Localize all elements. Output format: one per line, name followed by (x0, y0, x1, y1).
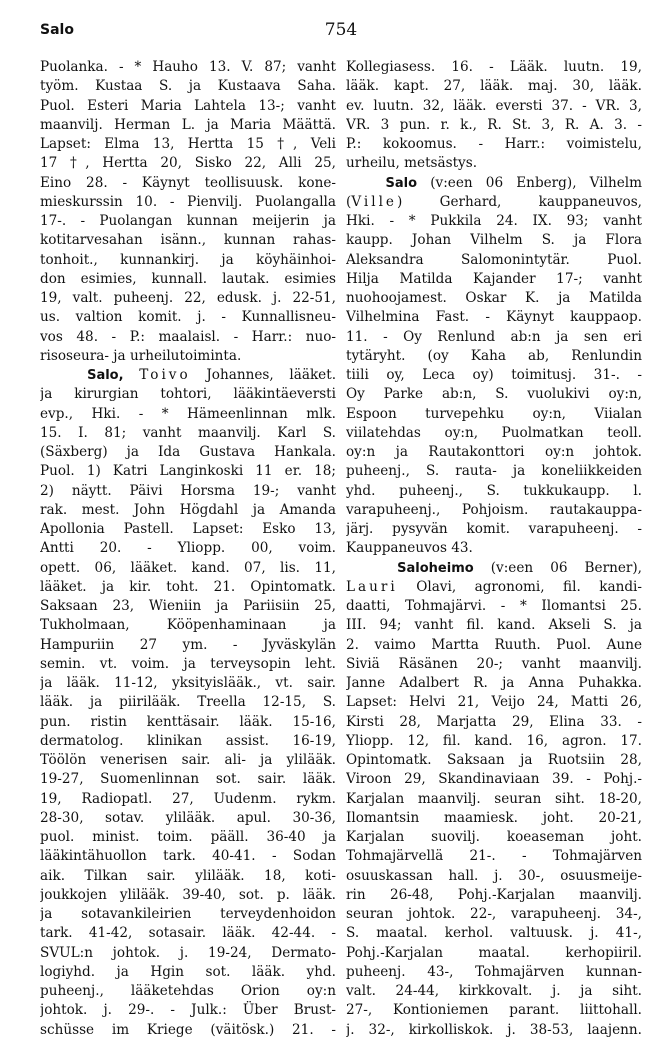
text-run: osuuskassan hall. j. 30-, osuusmeije- (346, 867, 642, 884)
text-run: schüsse im Kriege (väitösk.) 21. - (40, 1021, 336, 1038)
text-line (346, 1001, 642, 1020)
text-run: (v:een 06 Berner), (473, 559, 642, 576)
text-run: Tohmajärvellä 21-. - Tohmajärven (346, 848, 642, 865)
text-run: 19, Radiopatl. 27, Uudenm. rykm. (40, 790, 336, 807)
text-line (346, 597, 642, 616)
text-line (40, 77, 336, 96)
text-line (40, 770, 336, 789)
text-run: risoseura- ja urheilutoiminta. (40, 347, 242, 364)
text-run: rak. mest. John Högdahl ja Amanda (40, 501, 336, 518)
text-line (40, 616, 336, 635)
text-run: Hilja Matilda Kajander 17-; vanht (346, 270, 642, 287)
text-run: urheilu, metsästys. (346, 155, 478, 172)
text-line (346, 328, 642, 347)
text-run: 17 †, Hertta 20, Sisko 22, Alli 25, (40, 155, 336, 172)
text-line (40, 944, 336, 963)
page-header (40, 20, 642, 44)
text-run: viilatehdas oy:n, Puolmatkan teoll. (346, 424, 642, 441)
text-run: Janne Adalbert R. ja Anna Puhakka. (346, 675, 642, 691)
text-line (346, 674, 642, 693)
text-line (40, 405, 336, 424)
text-run: Ilomantsin maamiesk. joht. 20-21, (346, 809, 642, 826)
text-line (40, 597, 336, 616)
text-run: tytäryht. (oy Kaha ab, Renlundin (346, 347, 642, 364)
text-line (346, 770, 642, 789)
text-run: seuran johtok. 22-, varapuheenj. 34-, (346, 906, 642, 922)
text-line (40, 116, 336, 135)
text-run: ( (346, 193, 352, 210)
text-run: S. maatal. kerhol. valtuusk. j. 41-, (346, 925, 642, 942)
text-run: dermatolog. klinikan assist. 16-19, (40, 732, 336, 749)
text-line (346, 944, 642, 963)
text-line (346, 174, 642, 193)
text-line (346, 366, 642, 385)
text-line (40, 424, 336, 443)
text-run: Olavi, agronomi, fil. kandi- (397, 578, 642, 595)
text-run: puheenj., lääketehdas Orion oy:n (40, 983, 336, 999)
text-line (346, 482, 642, 501)
text-line (40, 1001, 336, 1020)
text-line (346, 193, 642, 212)
text-run: Johannes, lääket. (190, 367, 336, 383)
text-line (346, 886, 642, 905)
text-line (40, 366, 336, 385)
text-run: lääk. ja piirilääk. Treella 12-15, S. (40, 694, 336, 711)
text-line (40, 790, 336, 809)
text-line (40, 924, 336, 943)
text-line (40, 443, 336, 462)
text-run: logiyhd. ja Hgin sot. lääk. yhd. (40, 963, 336, 980)
text-line (346, 385, 642, 404)
text-run: Oy Parke ab:n, S. vuolukivi oy:n, (346, 386, 642, 403)
text-run: lääkintähuollon tark. 40-41. - Sodan (40, 848, 336, 865)
text-line (40, 289, 336, 308)
text-line (40, 58, 336, 77)
text-line (40, 231, 336, 250)
text-run: 2) näytt. Päivi Horsma 19-; vanht (40, 482, 336, 499)
text-run: Tukholmaan, Kööpenhaminaan ja (40, 617, 336, 634)
text-run: don esimies, kunnall. lautak. esimies (40, 270, 336, 287)
text-run: Opintomatk. Saksaan ja Ruotsiin 28, (346, 752, 642, 768)
text-run: pun. ristin kenttäsair. lääk. 15-16, (40, 713, 336, 730)
text-line (40, 328, 336, 347)
text-run: lääk. kapt. 27, lääk. maj. 30, lääk. (346, 78, 642, 95)
text-line (40, 97, 336, 116)
text-run: puol. minist. toim. pääll. 36-40 ja (40, 829, 336, 845)
text-run (124, 367, 140, 383)
text-run: ) Gerhard, kauppaneuvos, (396, 193, 642, 210)
text-run: Yliopp. 12, fil. kand. 16, agron. 17. (346, 732, 642, 749)
text-run: Espoon turvepehku oy:n, Viialan (346, 405, 642, 422)
text-line (40, 578, 336, 597)
text-run: Hampuriin 27 ym. - Jyväskylän (40, 636, 336, 653)
text-run: Apollonia Pastell. Lapset: Esko 13, (40, 521, 336, 537)
text-line (40, 462, 336, 481)
entry-given-name: Ville (351, 193, 397, 210)
text-line (40, 886, 336, 905)
text-run: j. 32-, kirkolliskok. j. 38-53, laajenn. (346, 1021, 642, 1038)
text-run: joukkojen ylilääk. 39-40, sot. p. lääk. (40, 886, 336, 903)
text-run: ja sotavankileirien terveydenhoidon (40, 906, 336, 922)
text-run: yhd. puheenj., S. tukkukaupp. l. (346, 482, 642, 499)
text-line (346, 77, 642, 96)
text-run: Puol. Esteri Maria Lahtela 13-; vanht (40, 97, 336, 114)
text-line (346, 732, 642, 751)
text-run: aik. Tilkan sair. ylilääk. 18, koti- (40, 867, 336, 884)
text-run: 19-27, Suomenlinnan sot. sair. lääk. (40, 771, 336, 788)
text-line (346, 963, 642, 982)
text-line (346, 636, 642, 655)
text-run: Lapset: Helvi 21, Veijo 24, Matti 26, (346, 694, 642, 711)
text-run: Puolanka. - * Hauho 13. V. 87; vanht (40, 59, 336, 75)
text-line (346, 58, 642, 77)
text-run: us. valtion komit. j. - Kunnallisneu- (40, 309, 336, 326)
text-line (346, 751, 642, 770)
text-line (40, 135, 336, 154)
text-line (40, 347, 336, 366)
text-line (346, 501, 642, 520)
text-line (346, 1021, 642, 1040)
text-run: ja lääk. 11-12, yksityislääk., vt. sair. (40, 675, 336, 691)
text-line (40, 982, 336, 1001)
text-line (346, 809, 642, 828)
text-line (40, 251, 336, 270)
text-line (40, 674, 336, 693)
text-run: johtok. j. 29-. - Julk.: Über Brust- (40, 1002, 336, 1019)
text-run: 15. I. 81; vanht maanvilj. Karl S. (40, 424, 336, 441)
entry-surname: Salo, (87, 368, 124, 383)
text-line (346, 924, 642, 943)
text-run: 28-30, sotav. ylilääk. apul. 30-36, (40, 809, 336, 826)
text-line (40, 693, 336, 712)
entry-surname: Salo (385, 175, 418, 191)
text-line (346, 982, 642, 1001)
text-run: Eino 28. - Käynyt teollisuusk. kone- (40, 174, 336, 191)
text-run: työm. Kustaa S. ja Kustaava Saha. (40, 78, 336, 95)
text-run: nuohoojamest. Oskar K. ja Matilda (346, 290, 642, 306)
text-run: Aleksandra Salomonintytär. Puol. (346, 251, 642, 268)
text-line (40, 1021, 336, 1040)
text-line (346, 424, 642, 443)
text-line (346, 828, 642, 847)
text-run: Siviä Räsänen 20-; vanht maanvilj. (346, 655, 642, 672)
text-line (346, 578, 642, 597)
text-line (40, 751, 336, 770)
text-line (346, 905, 642, 924)
text-line (346, 713, 642, 732)
text-line (40, 520, 336, 539)
text-run: Karjalan suovilj. koeaseman joht. (346, 829, 642, 845)
text-line (40, 308, 336, 327)
text-run: 2. vaimo Martta Ruuth. Puol. Aune (346, 636, 642, 653)
text-line (346, 539, 642, 558)
text-line (40, 636, 336, 655)
text-line (40, 655, 336, 674)
text-line (346, 251, 642, 270)
text-run: (v:een 06 Enberg), Vilhelm (417, 174, 642, 191)
text-run (346, 560, 397, 576)
text-run: Kollegiasess. 16. - Lääk. luutn. 19, (346, 59, 642, 75)
text-line (40, 905, 336, 924)
text-run: maanvilj. Herman L. ja Maria Määttä. (40, 116, 336, 133)
right-column (346, 58, 642, 1040)
text-run: mieskurssin 10. - Pienvilj. Puolangalla (40, 193, 336, 210)
text-line (346, 867, 642, 886)
entry-surname: Saloheimo (397, 560, 474, 576)
text-run (40, 367, 87, 383)
text-run: Karjalan maanvilj. seuran siht. 18-20, (346, 790, 642, 807)
text-line (40, 154, 336, 173)
text-run: rin 26-48, Pohj.-Karjalan maanvilj. (346, 886, 642, 903)
text-run: Lapset: Elma 13, Hertta 15 †, Veli (40, 136, 336, 152)
text-run: lääket. ja kir. toht. 21. Opintomatk. (40, 578, 336, 595)
text-run: oy:n ja Rautakonttori oy:n johtok. (346, 444, 642, 460)
text-line (346, 655, 642, 674)
text-run: Saksaan 23, Wieniin ja Pariisiin 25, (40, 598, 336, 614)
page-number: 754 (324, 20, 358, 40)
text-line (346, 847, 642, 866)
text-run: valt. 24-44, kirkkovalt. j. ja siht. (346, 983, 642, 999)
text-line (40, 732, 336, 751)
text-run: P.: kokoomus. - Harr.: voimistelu, (346, 136, 642, 152)
text-line (40, 828, 336, 847)
text-run: daatti, Tohmajärvi. - * Ilomantsi 25. (346, 598, 642, 614)
text-run: tark. 41-42, sotasair. lääk. 42-44. - (40, 925, 336, 942)
text-line (40, 174, 336, 193)
text-line (40, 385, 336, 404)
text-run: järj. pysyvän komit. varapuheenj. - (346, 521, 642, 537)
text-line (40, 212, 336, 231)
text-run: Töölön venerisen sair. ali- ja ylilääk. (40, 752, 336, 768)
text-run: Kirsti 28, Marjatta 29, Elina 33. - (346, 713, 642, 730)
text-line (346, 289, 642, 308)
text-line (40, 559, 336, 578)
text-line (346, 270, 642, 289)
text-run: 27-, Kontioniemen parant. liittohall. (346, 1002, 642, 1019)
text-line (346, 616, 642, 635)
text-run: varapuheenj., Pohjoism. rautakauppa- (346, 501, 642, 518)
text-line (346, 154, 642, 173)
entry-given-name: Toivo (139, 367, 191, 383)
text-run: tiili oy, Leca oy) toimitusj. 31-. - (346, 367, 642, 383)
text-run: Antti 20. - Yliopp. 00, voim. (40, 540, 336, 557)
text-line (346, 116, 642, 135)
text-run: vos 48. - P.: maalaisl. - Harr.: nuo- (40, 328, 336, 345)
text-line (346, 462, 642, 481)
entry-given-name: Lauri (346, 578, 398, 595)
text-run: III. 94; vanht fil. kand. Akseli S. ja (346, 617, 642, 634)
text-line (346, 231, 642, 250)
text-line (40, 539, 336, 558)
text-line (40, 867, 336, 886)
text-run (346, 175, 386, 191)
text-run: SVUL:n johtok. j. 19-24, Dermato- (40, 944, 336, 961)
text-line (40, 809, 336, 828)
text-run: Pohj.-Karjalan maatal. kerhopiiril. (346, 944, 642, 961)
text-run: tonhoit., kunnankirj. ja köyhäinhoi- (40, 251, 336, 268)
text-run: evp., Hki. - * Hämeenlinnan mlk. (40, 405, 336, 422)
text-run: Hki. - * Pukkila 24. IX. 93; vanht (346, 213, 642, 229)
left-column (40, 58, 336, 1040)
text-run: semin. vt. voim. ja terveysopin leht. (40, 655, 336, 672)
text-run: 17-. - Puolangan kunnan meijerin ja (40, 213, 336, 229)
text-run: puheenj. 43-, Tohmajärven kunnan- (346, 963, 642, 980)
text-line (40, 963, 336, 982)
text-run: VR. 3 pun. r. k., R. St. 3, R. A. 3. - (346, 116, 642, 133)
text-line (346, 693, 642, 712)
text-line (346, 559, 642, 578)
text-run: puheenj., S. rauta- ja koneliikkeiden (346, 463, 642, 480)
text-run: ev. luutn. 32, lääk. eversti 37. - VR. 3, (346, 97, 642, 114)
text-line (40, 270, 336, 289)
text-run: Vilhelmina Fast. - Käynyt kauppaop. (346, 309, 642, 326)
text-line (346, 347, 642, 366)
running-head: Salo (40, 22, 74, 38)
text-line (346, 212, 642, 231)
text-line (40, 482, 336, 501)
text-run: kaupp. Johan Vilhelm S. ja Flora (346, 232, 642, 249)
text-line (40, 713, 336, 732)
text-line (346, 405, 642, 424)
text-run: 19, valt. puheenj. 22, edusk. j. 22-51, (40, 290, 336, 306)
text-line (346, 97, 642, 116)
text-run: (Säxberg) ja Ida Gustava Hankala. (40, 444, 336, 460)
text-run: Kauppaneuvos 43. (346, 540, 473, 557)
text-run: ja kirurgian tohtori, lääkintäeversti (40, 386, 336, 403)
text-line (346, 308, 642, 327)
text-line (346, 790, 642, 809)
text-line (346, 443, 642, 462)
text-run: Puol. 1) Katri Langinkoski 11 er. 18; (40, 463, 336, 480)
text-line (346, 520, 642, 539)
text-line (40, 501, 336, 520)
text-run: Viroon 29, Skandinaviaan 39. - Pohj.- (346, 771, 642, 788)
text-run: opett. 06, lääket. kand. 07, lis. 11, (40, 559, 336, 576)
text-run: 11. - Oy Renlund ab:n ja sen eri (346, 328, 642, 345)
text-line (40, 847, 336, 866)
text-line (40, 193, 336, 212)
text-line (346, 135, 642, 154)
text-run: kotitarvesahan isänn., kunnan rahas- (40, 232, 336, 249)
